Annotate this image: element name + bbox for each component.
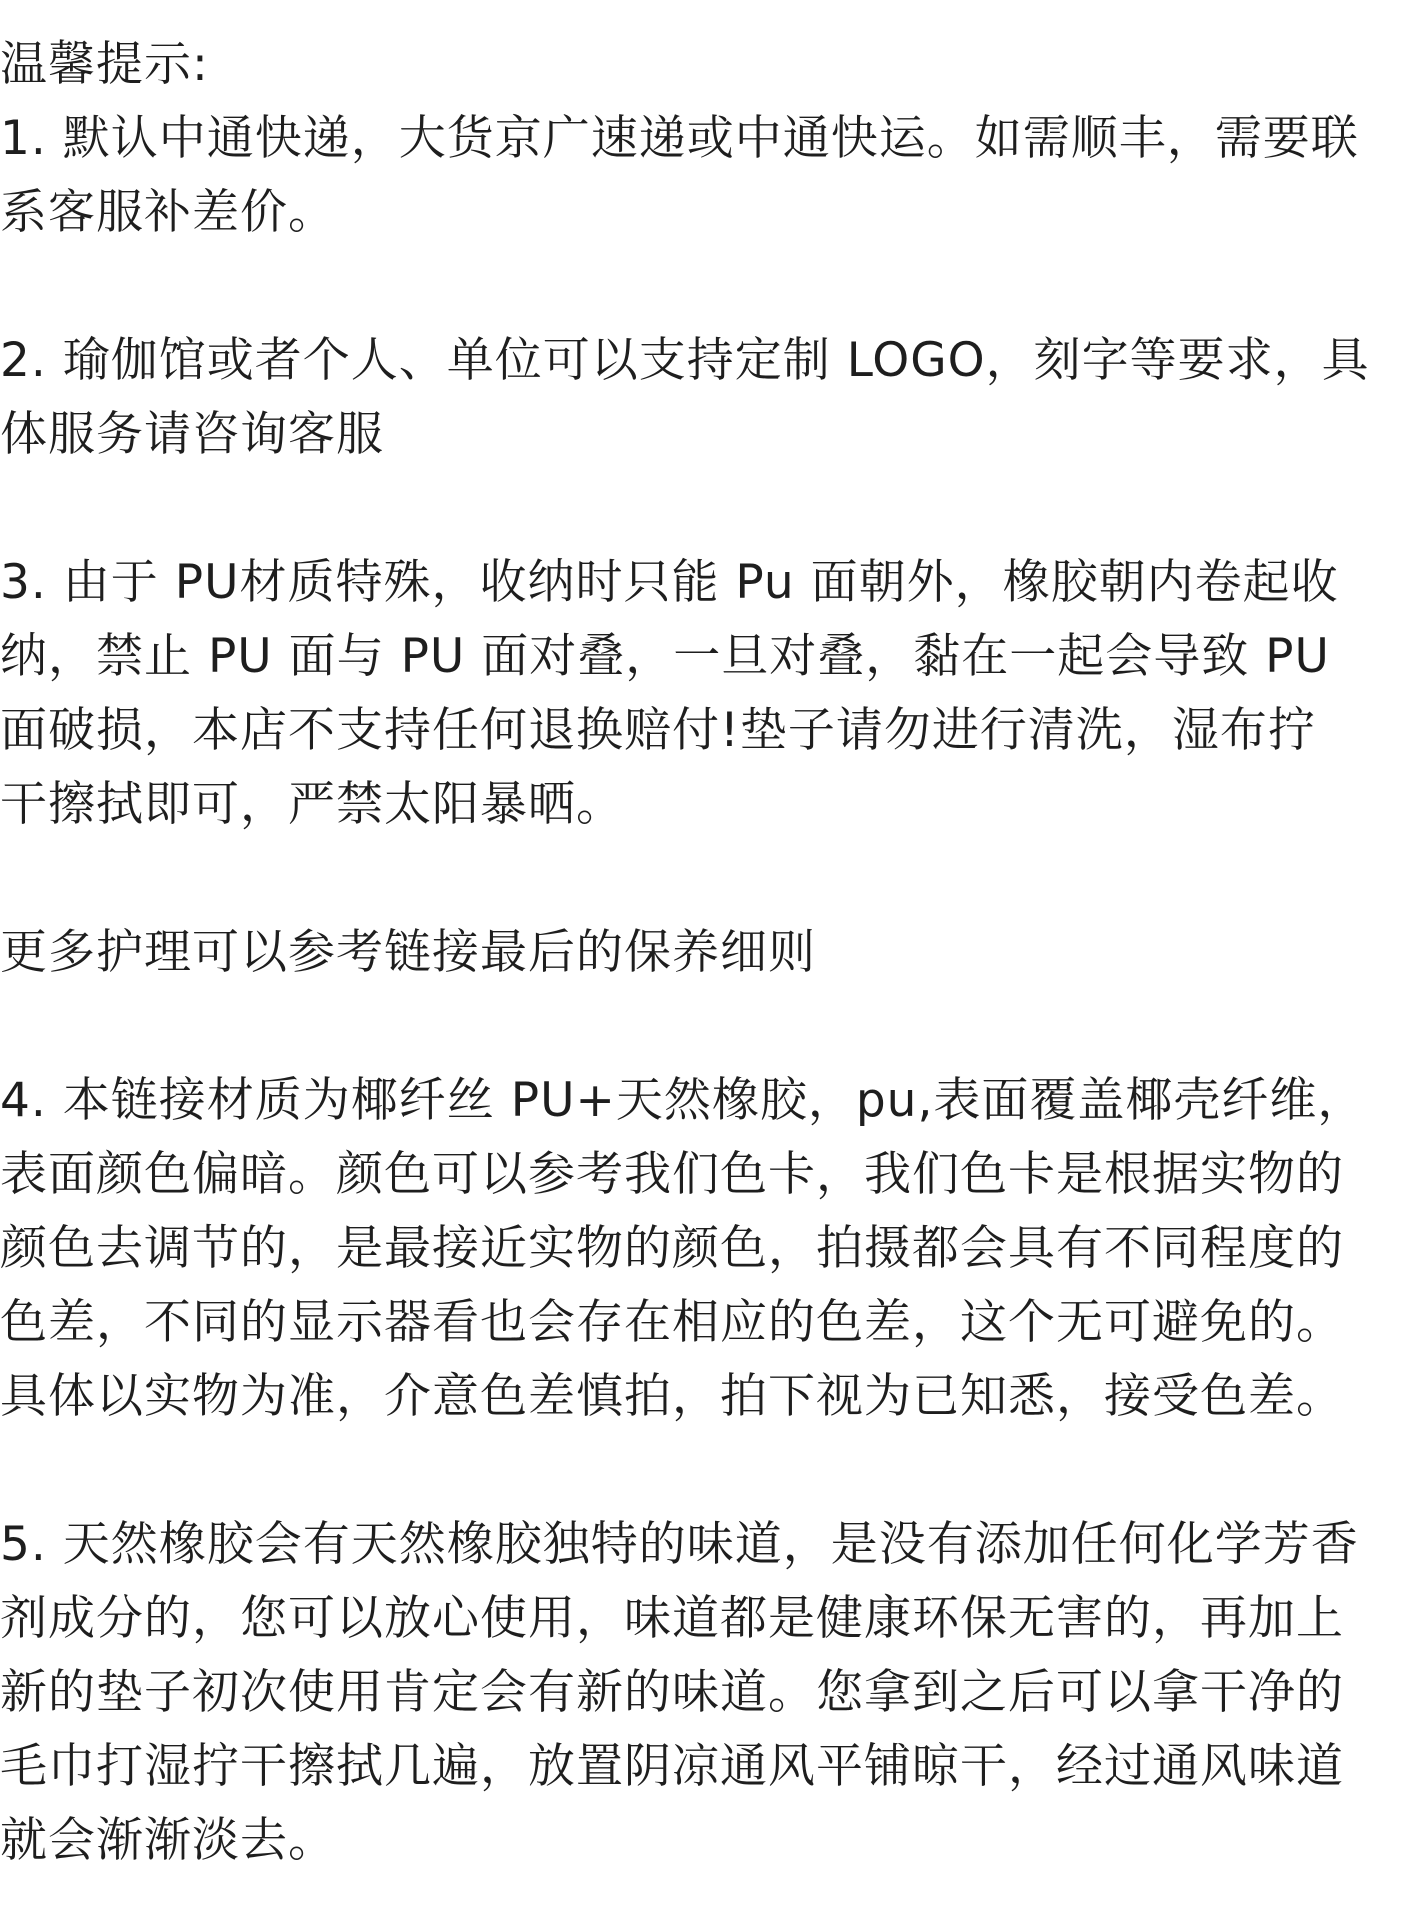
notice-item-shipping: 1. 默认中通快递，大货京广速递或中通快运。如需顺丰，需要联 系客服补差价。 — [0, 111, 1359, 240]
notice-item-odor: 5. 天然橡胶会有天然橡胶独特的味道，是没有添加任何化学芳香 剂成分的，您可以放心使用，味道都是健康环保无害的，再加上 新的垫子初次使用肯定会有新的味道。您拿到之后可以拿干净的 毛巾打湿拧干擦拭几遍，放置阴凉通风平铺晾干，经过通风味道 就会渐渐淡去。 — [0, 1517, 1359, 1868]
notice-item-customization: 2. 瑜伽馆或者个人、单位可以支持定制 LOGO，刻字等要求，具 体服务请咨询客服 — [0, 333, 1370, 462]
paragraph-spacer — [0, 842, 1400, 916]
paragraph-spacer — [0, 472, 1400, 546]
paragraph-spacer — [0, 1434, 1400, 1508]
notice-item-storage-care: 3. 由于 PU材质特殊，收纳时只能 Pu 面朝外，橡胶朝内卷起收 纳，禁止 PU 面与 PU 面对叠，一旦对叠，黏在一起会导致 PU 面破损，本店不支持任何退换赔付!垫子请勿进行清洗，湿布拧 干擦拭即可，严禁太阳暴晒。 — [0, 555, 1339, 832]
notice-document — [0, 28, 1400, 1878]
paragraph-spacer — [0, 250, 1400, 324]
notice-item-material-color: 4. 本链接材质为椰纤丝 PU+天然橡胶，pu,表面覆盖椰壳纤维， 表面颜色偏暗。颜色可以参考我们色卡，我们色卡是根据实物的 颜色去调节的，是最接近实物的颜色，拍摄都会具有不同程度的 色差，不同的显示器看也会存在相应的色差，这个无可避免的。 具体以实物为准，介意色差慎拍，拍下视为已知悉，接受色差。 — [0, 1073, 1366, 1424]
notice-heading: 温馨提示: — [0, 37, 209, 92]
notice-more-care-tip: 更多护理可以参考链接最后的保养细则 — [0, 925, 816, 980]
paragraph-spacer — [0, 990, 1400, 1064]
